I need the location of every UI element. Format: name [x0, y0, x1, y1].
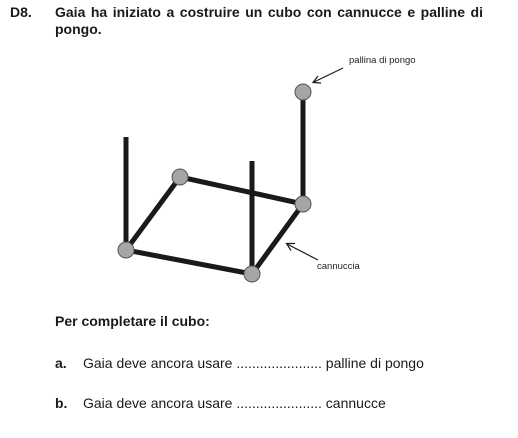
arrow-straw-shaft [287, 244, 318, 260]
straw-left-diagonal [126, 177, 180, 250]
label-ball: pallina di pongo [349, 55, 416, 66]
item-prefix: Gaia deve ancora usare [83, 395, 233, 411]
ball-back-right [295, 196, 311, 212]
arrow-ball-shaft [314, 68, 343, 82]
answer-blank[interactable]: ...................... [236, 395, 322, 411]
label-arrows [287, 68, 344, 260]
straw-right-diagonal [252, 204, 303, 274]
item-prefix: Gaia deve ancora usare [83, 355, 233, 371]
item-suffix: palline di pongo [325, 355, 424, 371]
ball-back-left [172, 169, 188, 185]
ball-front-left [118, 242, 134, 258]
question-text: Gaia ha iniziato a costruire un cubo con cannucce e palline di pongo. [55, 4, 483, 37]
question-number: D8. [10, 4, 32, 20]
answer-blank[interactable]: ...................... [236, 355, 322, 371]
straw-back-top [180, 177, 303, 204]
label-straw: cannuccia [317, 261, 360, 272]
item-letter: a. [55, 355, 67, 371]
item-letter: b. [55, 395, 68, 411]
item-suffix: cannucce [325, 395, 386, 411]
task-item-a [55, 355, 424, 371]
ball-front-right [244, 266, 260, 282]
task-heading: Per completare il cubo: [55, 313, 210, 329]
task-item-b [55, 395, 386, 411]
ball-top-right [295, 84, 311, 100]
straw-front-bottom [126, 250, 252, 274]
straws [126, 93, 303, 274]
